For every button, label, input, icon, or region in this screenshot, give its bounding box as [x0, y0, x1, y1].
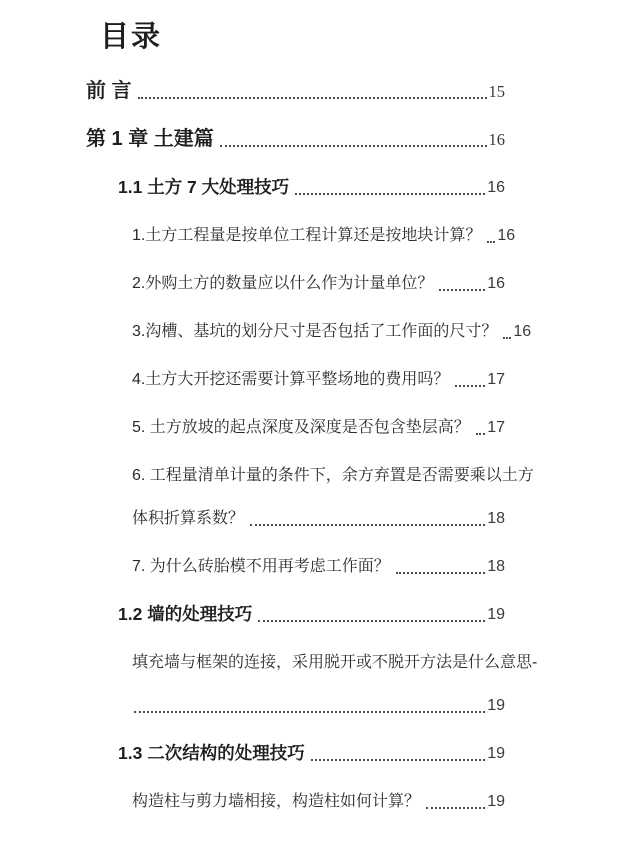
toc-entry[interactable]	[118, 742, 505, 765]
toc-entry-text: 7. 为什么砖胎模不用再考虑工作面？	[132, 558, 390, 575]
toc-entry-line	[86, 80, 505, 103]
toc-entry-text: 5. 土方放坡的起点深度及深度是否包含垫层高？	[132, 419, 470, 436]
toc-page-number: 16	[497, 227, 516, 244]
toc-entry-text: 2.外购土方的数量应以什么作为计量单位？	[132, 275, 434, 292]
toc-page-number: 19	[487, 606, 505, 623]
toc-entry-line	[132, 790, 505, 813]
toc-entry[interactable]	[86, 128, 505, 151]
toc-entry-line	[118, 742, 505, 765]
toc-entry-text: 1.1 土方 7 大处理技巧	[118, 177, 290, 197]
toc-entry-line	[132, 507, 505, 530]
toc-entry[interactable]	[132, 464, 534, 530]
toc-page-number: 16	[487, 275, 505, 292]
toc-entry-text: 第 1 章 土建篇	[86, 128, 214, 150]
toc-dotted-leader	[138, 97, 487, 99]
toc-dotted-leader	[455, 385, 485, 387]
toc-entry-text: 6. 工程量清单计量的条件下，余方弃置是否需要乘以土方	[132, 467, 534, 484]
toc-dotted-leader	[396, 572, 485, 574]
toc-dotted-leader	[503, 337, 511, 339]
toc-dotted-leader	[476, 433, 485, 435]
table-of-contents	[0, 80, 617, 813]
toc-entry[interactable]	[132, 416, 505, 439]
toc-entry[interactable]	[132, 272, 505, 295]
toc-entry[interactable]	[132, 224, 516, 247]
toc-entry-line	[132, 416, 505, 439]
toc-entry-line	[132, 555, 505, 578]
toc-page-number: 19	[487, 745, 505, 762]
toc-entry[interactable]	[132, 320, 532, 343]
toc-page-number: 17	[487, 419, 505, 436]
toc-page-number: 15	[488, 82, 505, 101]
toc-entry[interactable]	[132, 790, 505, 813]
toc-page-number: 19	[487, 697, 505, 714]
toc-entry-line	[86, 128, 505, 151]
toc-entry-line	[132, 368, 505, 391]
toc-entry[interactable]	[118, 176, 505, 199]
toc-entry[interactable]	[132, 555, 505, 578]
toc-page-number: 19	[487, 793, 505, 810]
toc-entry-text: 1.2 墙的处理技巧	[118, 604, 253, 624]
toc-dotted-leader	[295, 193, 485, 195]
toc-dotted-leader	[258, 620, 485, 622]
toc-dotted-leader	[134, 711, 485, 713]
page-title: 目录	[100, 21, 163, 53]
toc-page-number: 18	[487, 558, 505, 575]
toc-page-number: 16	[513, 323, 532, 340]
toc-entry-text: 填充墙与框架的连接，采用脱开或不脱开方法是什么意思-	[132, 654, 538, 671]
toc-entry[interactable]	[118, 603, 505, 626]
toc-dotted-leader	[439, 289, 485, 291]
toc-entry-text: 4.土方大开挖还需要计算平整场地的费用吗？	[132, 371, 450, 388]
toc-entry-line	[132, 224, 516, 247]
toc-entry[interactable]	[86, 80, 505, 103]
toc-dotted-leader	[487, 241, 495, 243]
toc-page-number: 17	[487, 371, 505, 388]
toc-dotted-leader	[220, 145, 487, 147]
toc-entry-line	[132, 272, 505, 295]
toc-entry[interactable]	[132, 651, 538, 717]
toc-entry-text: 构造柱与剪力墙相接，构造柱如何计算？	[132, 793, 421, 810]
toc-page-number: 16	[488, 130, 505, 149]
toc-entry-text: 1.3 二次结构的处理技巧	[118, 743, 305, 763]
toc-entry-line	[132, 320, 532, 343]
toc-dotted-leader	[426, 807, 485, 809]
toc-dotted-leader	[250, 524, 485, 526]
toc-entry-text: 1.土方工程量是按单位工程计算还是按地块计算？	[132, 227, 482, 244]
toc-page-number: 18	[487, 510, 505, 527]
toc-entry-line	[132, 694, 505, 717]
toc-entry[interactable]	[132, 368, 505, 391]
toc-entry-line	[118, 603, 505, 626]
toc-entry-text: 3.沟槽、基坑的划分尺寸是否包括了工作面的尺寸？	[132, 323, 498, 340]
toc-page-number: 16	[487, 179, 505, 196]
toc-entry-text: 体积折算系数？	[132, 510, 245, 527]
toc-dotted-leader	[311, 759, 486, 761]
toc-entry-text: 前 言	[86, 80, 132, 102]
toc-entry-line	[118, 176, 505, 199]
